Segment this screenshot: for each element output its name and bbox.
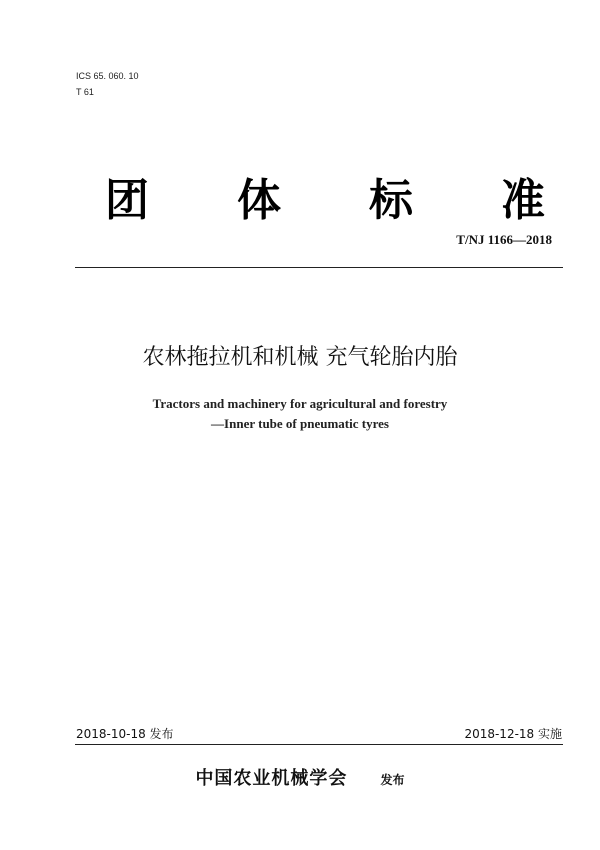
standard-number: T/NJ 1166—2018 — [456, 232, 552, 247]
issue-date: 2018-10-18 发布 — [76, 727, 174, 741]
ics-code: ICS 65. 060. 10 — [76, 71, 139, 81]
english-title — [0, 394, 600, 434]
chinese-title: 农林拖拉机和机械 充气轮胎内胎 — [142, 345, 458, 370]
top-divider — [75, 267, 563, 268]
publisher-name: 中国农业机械学会 — [195, 768, 348, 789]
implementation-date: 2018-12-18 实施 — [464, 727, 562, 741]
english-title-line-1: Tractors and machinery for agricultural and forestry — [152, 396, 448, 411]
classification-codes — [76, 68, 139, 100]
standard-type-char: 标 — [369, 175, 413, 226]
bottom-divider — [75, 744, 563, 745]
publisher-line — [0, 764, 600, 790]
english-title-line-2: —Inner tube of pneumatic tyres — [211, 416, 389, 431]
standard-type-char: 体 — [237, 175, 281, 226]
standard-type-char: 准 — [501, 175, 545, 226]
publisher-suffix: 发布 — [380, 773, 405, 787]
category-code: T 61 — [76, 87, 94, 97]
standard-type-title — [105, 166, 545, 226]
standard-type-char: 团 — [105, 175, 149, 226]
